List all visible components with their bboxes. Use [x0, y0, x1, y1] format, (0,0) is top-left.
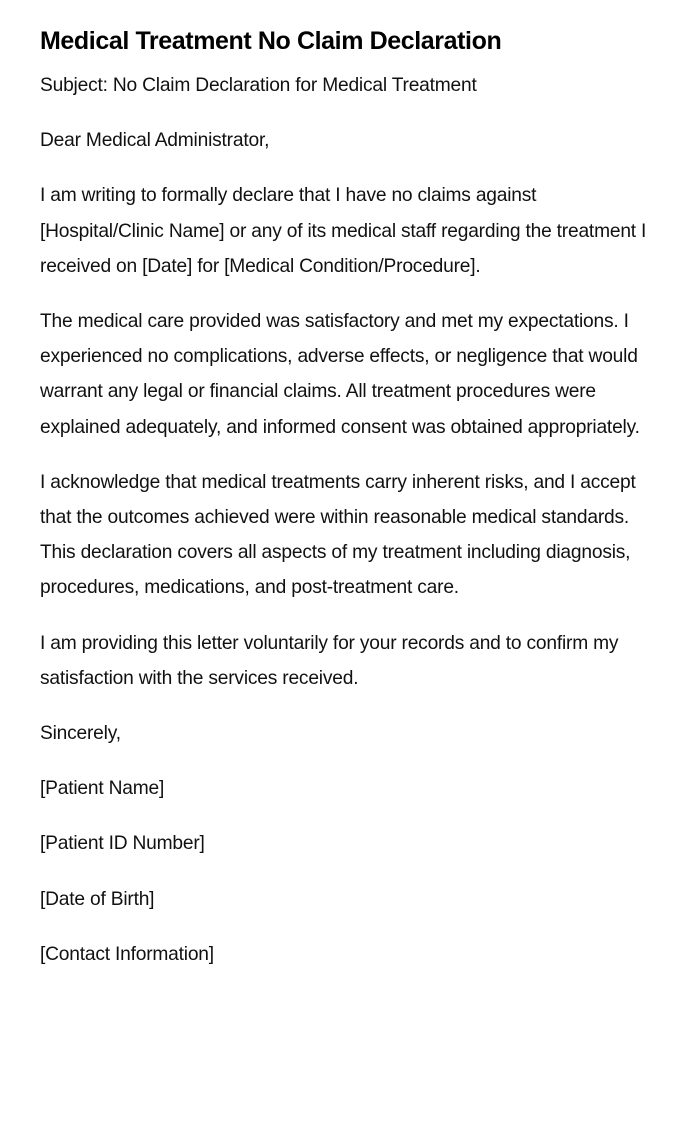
salutation: Dear Medical Administrator,: [40, 130, 270, 152]
body-paragraph-care: The medical care provided was satisfactory and met my expectations. I experienced no complications, adverse effects, or negligence that would warrant any legal or financial claims. All treatment procedures were explained adequately, and informed consent was obtained appropriately.: [40, 311, 640, 438]
subject-line: Subject: No Claim Declaration for Medical Treatment: [40, 75, 477, 96]
body-paragraph-acknowledgement: I acknowledge that medical treatments carry inherent risks, and I accept that the outcomes achieved were within reasonable medical standards. This declaration covers all aspects of my treatment including diagnosis, procedures, medications, and post-treatment care.: [40, 471, 636, 599]
signature-patient-name: [Patient Name]: [40, 778, 165, 800]
signature-date-of-birth: [Date of Birth]: [40, 888, 155, 910]
signature-contact-info: [Contact Information]: [40, 943, 214, 965]
body-paragraph-voluntary: I am providing this letter voluntarily for your records and to confirm my satisfaction with the services received.: [40, 632, 619, 689]
document-title: Medical Treatment No Claim Declaration: [40, 27, 502, 55]
signature-patient-id: [Patient ID Number]: [40, 833, 205, 855]
body-paragraph-declaration: I am writing to formally declare that I have no claims against [Hospital/Clinic Name] or any of its medical staff regarding the treatment I received on [Date] for [Medical Condition/Procedure].: [40, 185, 647, 277]
closing: Sincerely,: [40, 723, 121, 745]
